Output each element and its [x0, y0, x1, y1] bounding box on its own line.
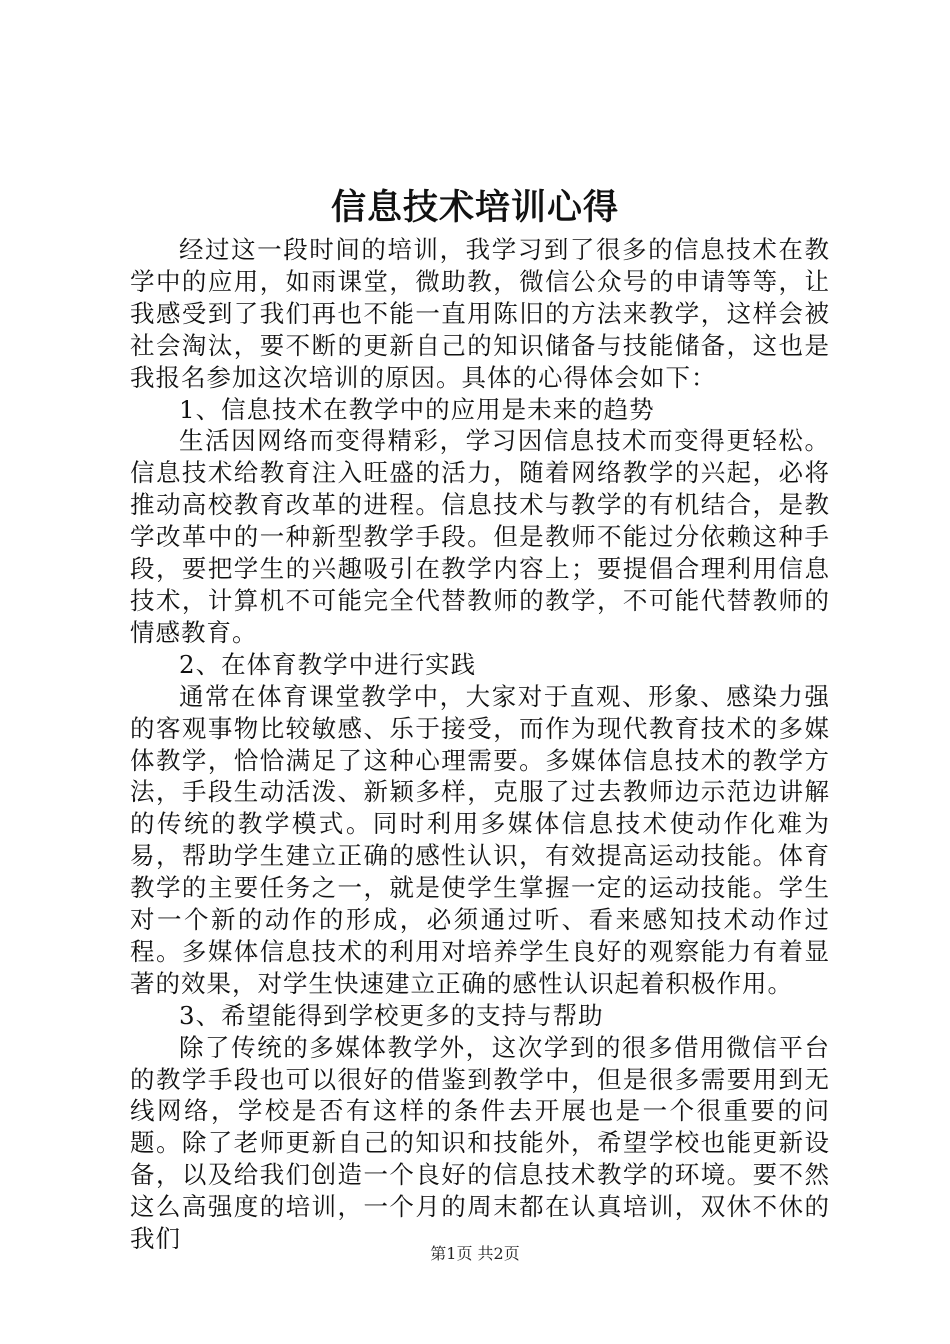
paragraph-section-1: 生活因网络而变得精彩，学习因信息技术而变得更轻松。信息技术给教育注入旺盛的活力，随着网络教学的兴起，必将推动高校教育改革的进程。信息技术与教学的有机结合，是教学改革中的一种新型教学手段。但是教师不能过分依赖这种手段，要把学生的兴趣吸引在教学内容上；要提倡合理利用信息技术，计算机不可能完全代替教师的教学，不可能代替教师的情感教育。 — [130, 426, 830, 647]
paragraph-section-2: 通常在体育课堂教学中，大家对于直观、形象、感染力强的客观事物比较敏感、乐于接受，而作为现代教育技术的多媒体教学，恰恰满足了这种心理需要。多媒体信息技术的教学方法，手段生动活泼、新颖多样，克服了过去教师边示范边讲解的传统的教学模式。同时利用多媒体信息技术使动作化难为易，帮助学生建立正确的感性认识，有效提高运动技能。体育教学的主要任务之一，就是使学生掌握一定的运动技能。学生对一个新的动作的形成，必须通过听、看来感知技术动作过程。多媒体信息技术的利用对培养学生良好的观察能力有着显著的效果，对学生快速建立正确的感性认识起着积极作用。 — [130, 681, 830, 998]
section-heading-2: 2、在体育教学中进行实践 — [179, 649, 477, 679]
document-body — [130, 234, 830, 1255]
page-number-footer: 第1页 共2页 — [430, 1244, 520, 1263]
document-title: 信息技术培训心得 — [330, 187, 619, 228]
paragraph-intro: 经过这一段时间的培训，我学习到了很多的信息技术在教学中的应用，如雨课堂，微助教，微信公众号的申请等等，让我感受到了我们再也不能一直用陈旧的方法来教学，这样会被社会淘汰，要不断的更新自己的知识储备与技能储备，这也是我报名参加这次培训的原因。具体的心得体会如下： — [130, 235, 830, 392]
section-heading-3: 3、希望能得到学校更多的支持与帮助 — [179, 1000, 604, 1030]
section-heading-1: 1、信息技术在教学中的应用是未来的趋势 — [179, 394, 655, 424]
paragraph-section-3: 除了传统的多媒体教学外，这次学到的很多借用微信平台的教学手段也可以很好的借鉴到教学中，但是很多需要用到无线网络，学校是否有这样的条件去开展也是一个很重要的问题。除了老师更新自己的知识和技能外，希望学校也能更新设备，以及给我们创造一个良好的信息技术教学的环境。要不然这么高强度的培训，一个月的周末都在认真培训，双休不休的我们 — [130, 1032, 830, 1254]
